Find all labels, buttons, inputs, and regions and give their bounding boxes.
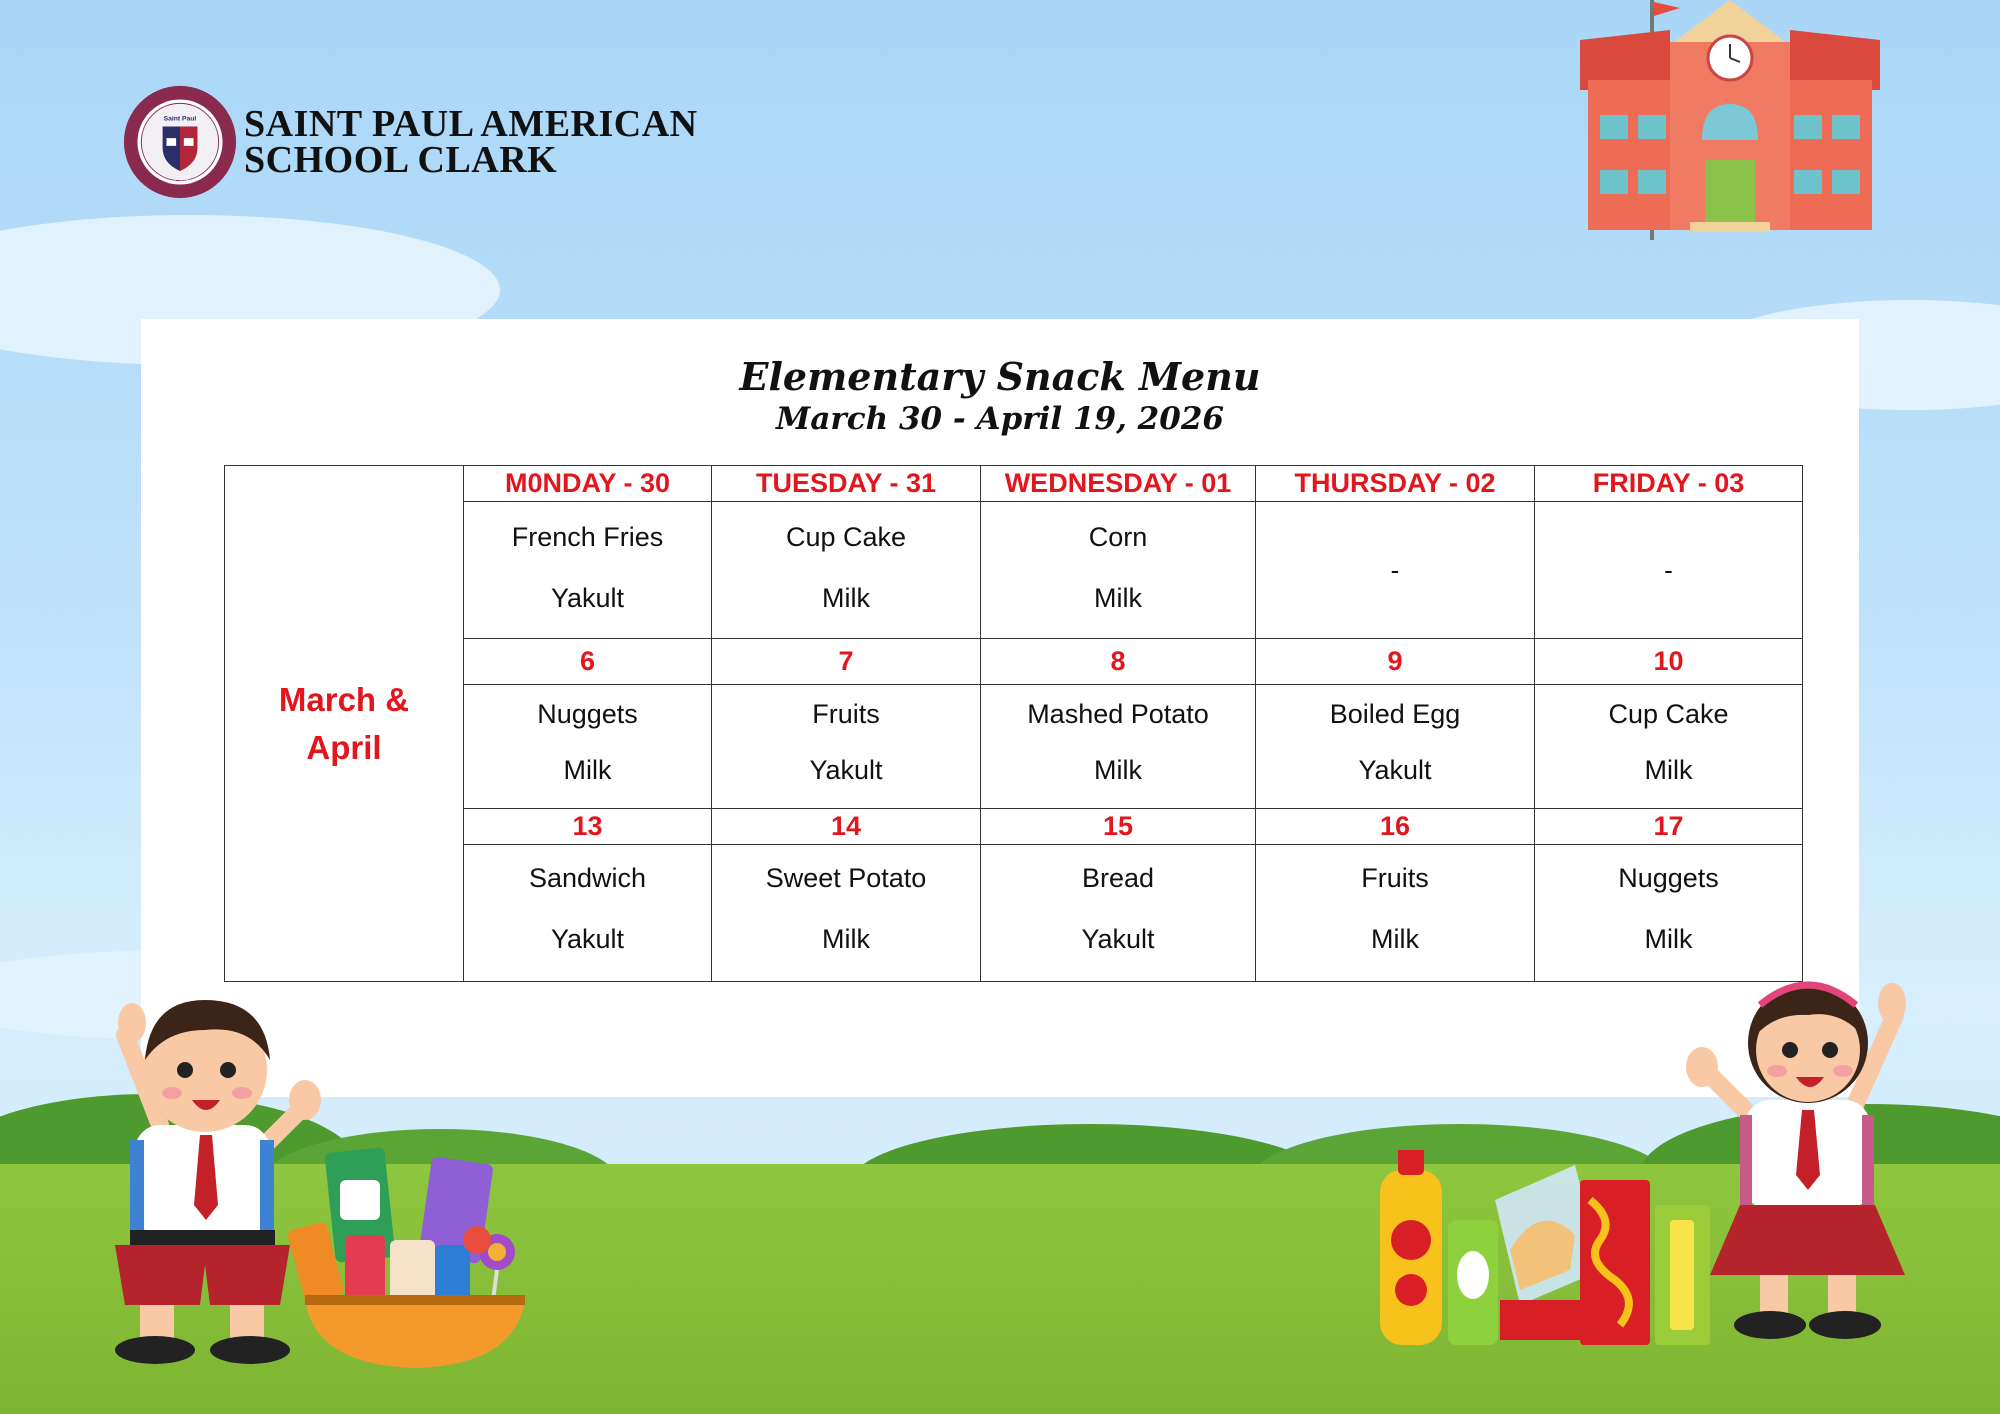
- school-building-icon: [1570, 0, 1890, 240]
- snack-drink: Yakult: [809, 755, 883, 785]
- snack-food: Sandwich: [528, 863, 647, 893]
- snack-drink: Yakult: [1081, 924, 1155, 954]
- menu-panel: [141, 319, 1859, 1097]
- day-header: 14: [712, 809, 981, 845]
- snack-drink: Milk: [1094, 755, 1142, 785]
- day-header: M0NDAY - 30: [464, 466, 712, 502]
- svg-text:Saint Paul: Saint Paul: [163, 115, 197, 123]
- day-header: 13: [464, 809, 712, 845]
- day-header: 9: [1256, 639, 1535, 685]
- snack-cell: [981, 685, 1256, 809]
- snack-food: Nuggets: [1618, 863, 1719, 893]
- day-header: 15: [981, 809, 1256, 845]
- menu-title: Elementary Snack Menu: [739, 354, 1261, 399]
- school-seal-icon: [122, 84, 238, 200]
- snack-cell: [1256, 685, 1535, 809]
- snack-cell: [464, 845, 712, 982]
- snack-drink: Yakult: [1358, 755, 1432, 785]
- day-header: TUESDAY - 31: [712, 466, 981, 502]
- girl-student-icon: [1680, 955, 1940, 1355]
- school-header: [122, 84, 698, 200]
- snack-food: French Fries: [511, 522, 664, 552]
- snack-basket-icon: [285, 1140, 545, 1380]
- svg-text:est. 2003: est. 2003: [168, 179, 192, 186]
- month-label: March & April: [225, 466, 464, 982]
- snack-food: Fruits: [1361, 863, 1429, 893]
- snack-cell: [712, 685, 981, 809]
- table-row: [225, 466, 1803, 502]
- snack-drink: Yakult: [550, 924, 625, 954]
- snack-cell: [981, 845, 1256, 982]
- snack-cell: [712, 845, 981, 982]
- snack-cell: [1256, 845, 1535, 982]
- snack-food: Cup Cake: [1608, 699, 1729, 729]
- snack-food: Sweet Potato: [765, 863, 927, 893]
- snack-cell-empty: -: [1256, 502, 1535, 639]
- snack-cell-empty: -: [1535, 502, 1803, 639]
- snack-drink: Yakult: [550, 583, 625, 613]
- snack-cell: [464, 685, 712, 809]
- day-header: 6: [464, 639, 712, 685]
- day-header: FRIDAY - 03: [1535, 466, 1803, 502]
- snack-food: Nuggets: [537, 699, 638, 729]
- snack-drink: Milk: [1644, 924, 1693, 954]
- snack-drink: Milk: [1094, 583, 1142, 613]
- menu-date-range: March 30 - April 19, 2026: [776, 401, 1224, 437]
- snack-food: Mashed Potato: [1027, 699, 1209, 729]
- snack-cell: [464, 502, 712, 639]
- snack-drink: Milk: [563, 755, 612, 785]
- day-header: 17: [1535, 809, 1803, 845]
- day-header: 10: [1535, 639, 1803, 685]
- snack-food: Bread: [1081, 863, 1155, 893]
- school-name-line1: SAINT PAUL AMERICAN: [244, 103, 698, 145]
- snack-drink: Milk: [822, 583, 870, 613]
- snack-food: Fruits: [812, 699, 880, 729]
- snack-drink: Milk: [822, 924, 870, 954]
- day-header: 16: [1256, 809, 1535, 845]
- snack-food: Cup Cake: [785, 522, 907, 552]
- snack-food: Boiled Egg: [1329, 699, 1461, 729]
- snack-drink: Milk: [1371, 924, 1419, 954]
- snack-food: Corn: [1088, 522, 1148, 552]
- snack-cell: [712, 502, 981, 639]
- snack-cell: [981, 502, 1256, 639]
- snack-menu-table: [224, 465, 1803, 982]
- day-header: THURSDAY - 02: [1256, 466, 1535, 502]
- snack-packs-icon: [1370, 1150, 1720, 1350]
- snack-drink: Milk: [1644, 755, 1693, 785]
- day-header: 7: [712, 639, 981, 685]
- school-name-line2: SCHOOL CLARK: [244, 139, 558, 181]
- day-header: WEDNESDAY - 01: [981, 466, 1256, 502]
- snack-cell: [1535, 685, 1803, 809]
- day-header: 8: [981, 639, 1256, 685]
- school-name: [244, 103, 698, 181]
